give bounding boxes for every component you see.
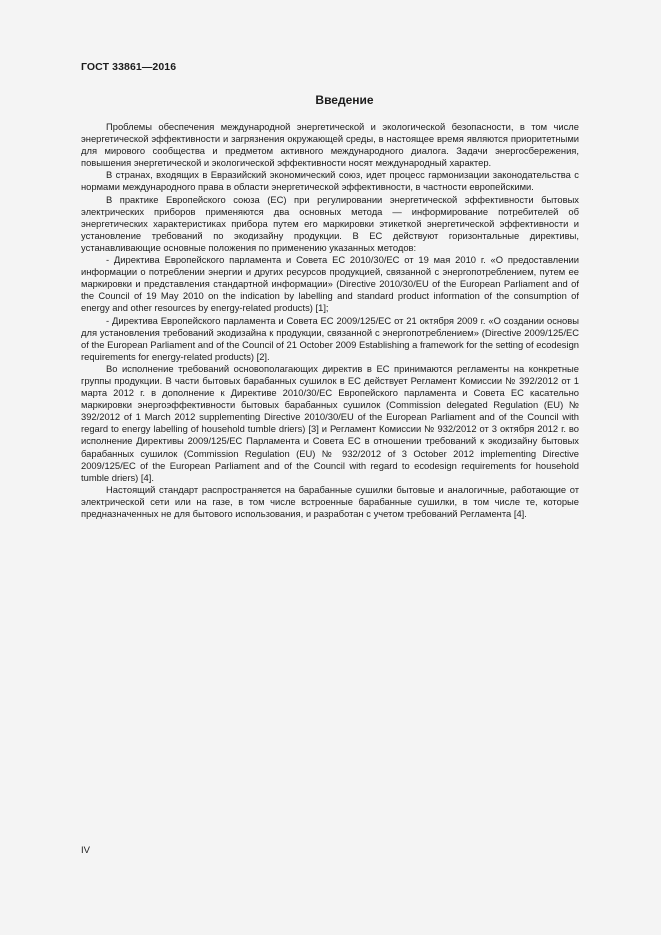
- list-item: - Директива Европейского парламента и Совета ЕС 2010/30/ЕС от 19 мая 2010 г. «О предоставлении информации о потреблении энергии и других ресурсов продукцией, связанной с энергопотреблением, путем ее маркировки и представления стандартной информации» (Directive 2010/30/EU of the European Parliament and of the Council of 19 May 2010 on the indication by labelling and standard product information of the consumption of energy and other resources by energy-related products) [1];: [81, 254, 579, 314]
- page-number: IV: [81, 845, 90, 856]
- paragraph: Настоящий стандарт распространяется на барабанные сушилки бытовые и аналогичные, работающие от электрической сети или на газе, в том числе встроенные барабанные сушилки, в том числе те, которые предназначенных не для бытового использования, и разработан с учетом требований Регламента [4].: [81, 483, 579, 519]
- section-title: Введение: [315, 93, 374, 107]
- paragraph: Во исполнение требований основополагающих директив в ЕС принимаются регламенты на конкретные группы продукции. В части бытовых барабанных сушилок в ЕС действует Регламент Комиссии № 392/2012 от 1 марта 2012 г. в дополнение к Директиве 2010/30/ЕС Европейского парламента и Совета ЕС касательно маркировки энергоэффективности бытовых барабанных сушилок (Commission delegated Regulation (EU) № 392/2012 of 1 March 2012 supplementing Directive 2010/30/EU of the European Parliament and of the Council with regard to energy labelling of household tumble driers) [3] и Регламент Комиссии № 932/2012 от 3 октября 2012 г. во исполнение Директивы 2009/125/ЕС Парламента и Совета ЕС в отношении требований к экодизайну бытовых барабанных сушилок (Commission Regulation (EU) № 932/2012 of 3 October 2012 implementing Directive 2009/125/EC of the European Parliament and of the Council with regard to ecodesign requirements for household tumble driers) [4].: [81, 362, 579, 483]
- body-text: [81, 121, 579, 520]
- paragraph: В странах, входящих в Евразийский экономический союз, идет процесс гармонизации законодательства с нормами международного права в области энергетической эффективности, в частности европейскими.: [81, 169, 579, 193]
- paragraph: В практике Европейского союза (ЕС) при регулировании энергетической эффективности бытовых электрических приборов применяются два основных метода — информирование потребителей об энергетических характеристиках прибора путем его маркировки этикеткой энергетической эффективности и установление требований по экодизайну продукции. В ЕС действуют горизонтальные директивы, устанавливающие основные положения по применению указанных методов:: [81, 193, 579, 253]
- list-item: - Директива Европейского парламента и Совета ЕС 2009/125/ЕС от 21 октября 2009 г. «О создании основы для установления требований экодизайна к продукции, связанной с энергопотреблением» (Directive 2009/125/EC of the European Parliament and of the Council of 21 October 2009 Establishing a framework for the setting of ecodesign requirements for energy-related products) [2].: [81, 314, 579, 362]
- paragraph: Проблемы обеспечения международной энергетической и экологической безопасности, в том числе энергетической эффективности и загрязнения окружающей среды, в настоящее время являются приоритетными для мирового сообщества и предметом активного международного диалога. Задачи энергосбережения, повышения энергетической и экологической эффективности носят международный характер.: [81, 121, 579, 169]
- document-code: ГОСТ 33861—2016: [81, 61, 177, 73]
